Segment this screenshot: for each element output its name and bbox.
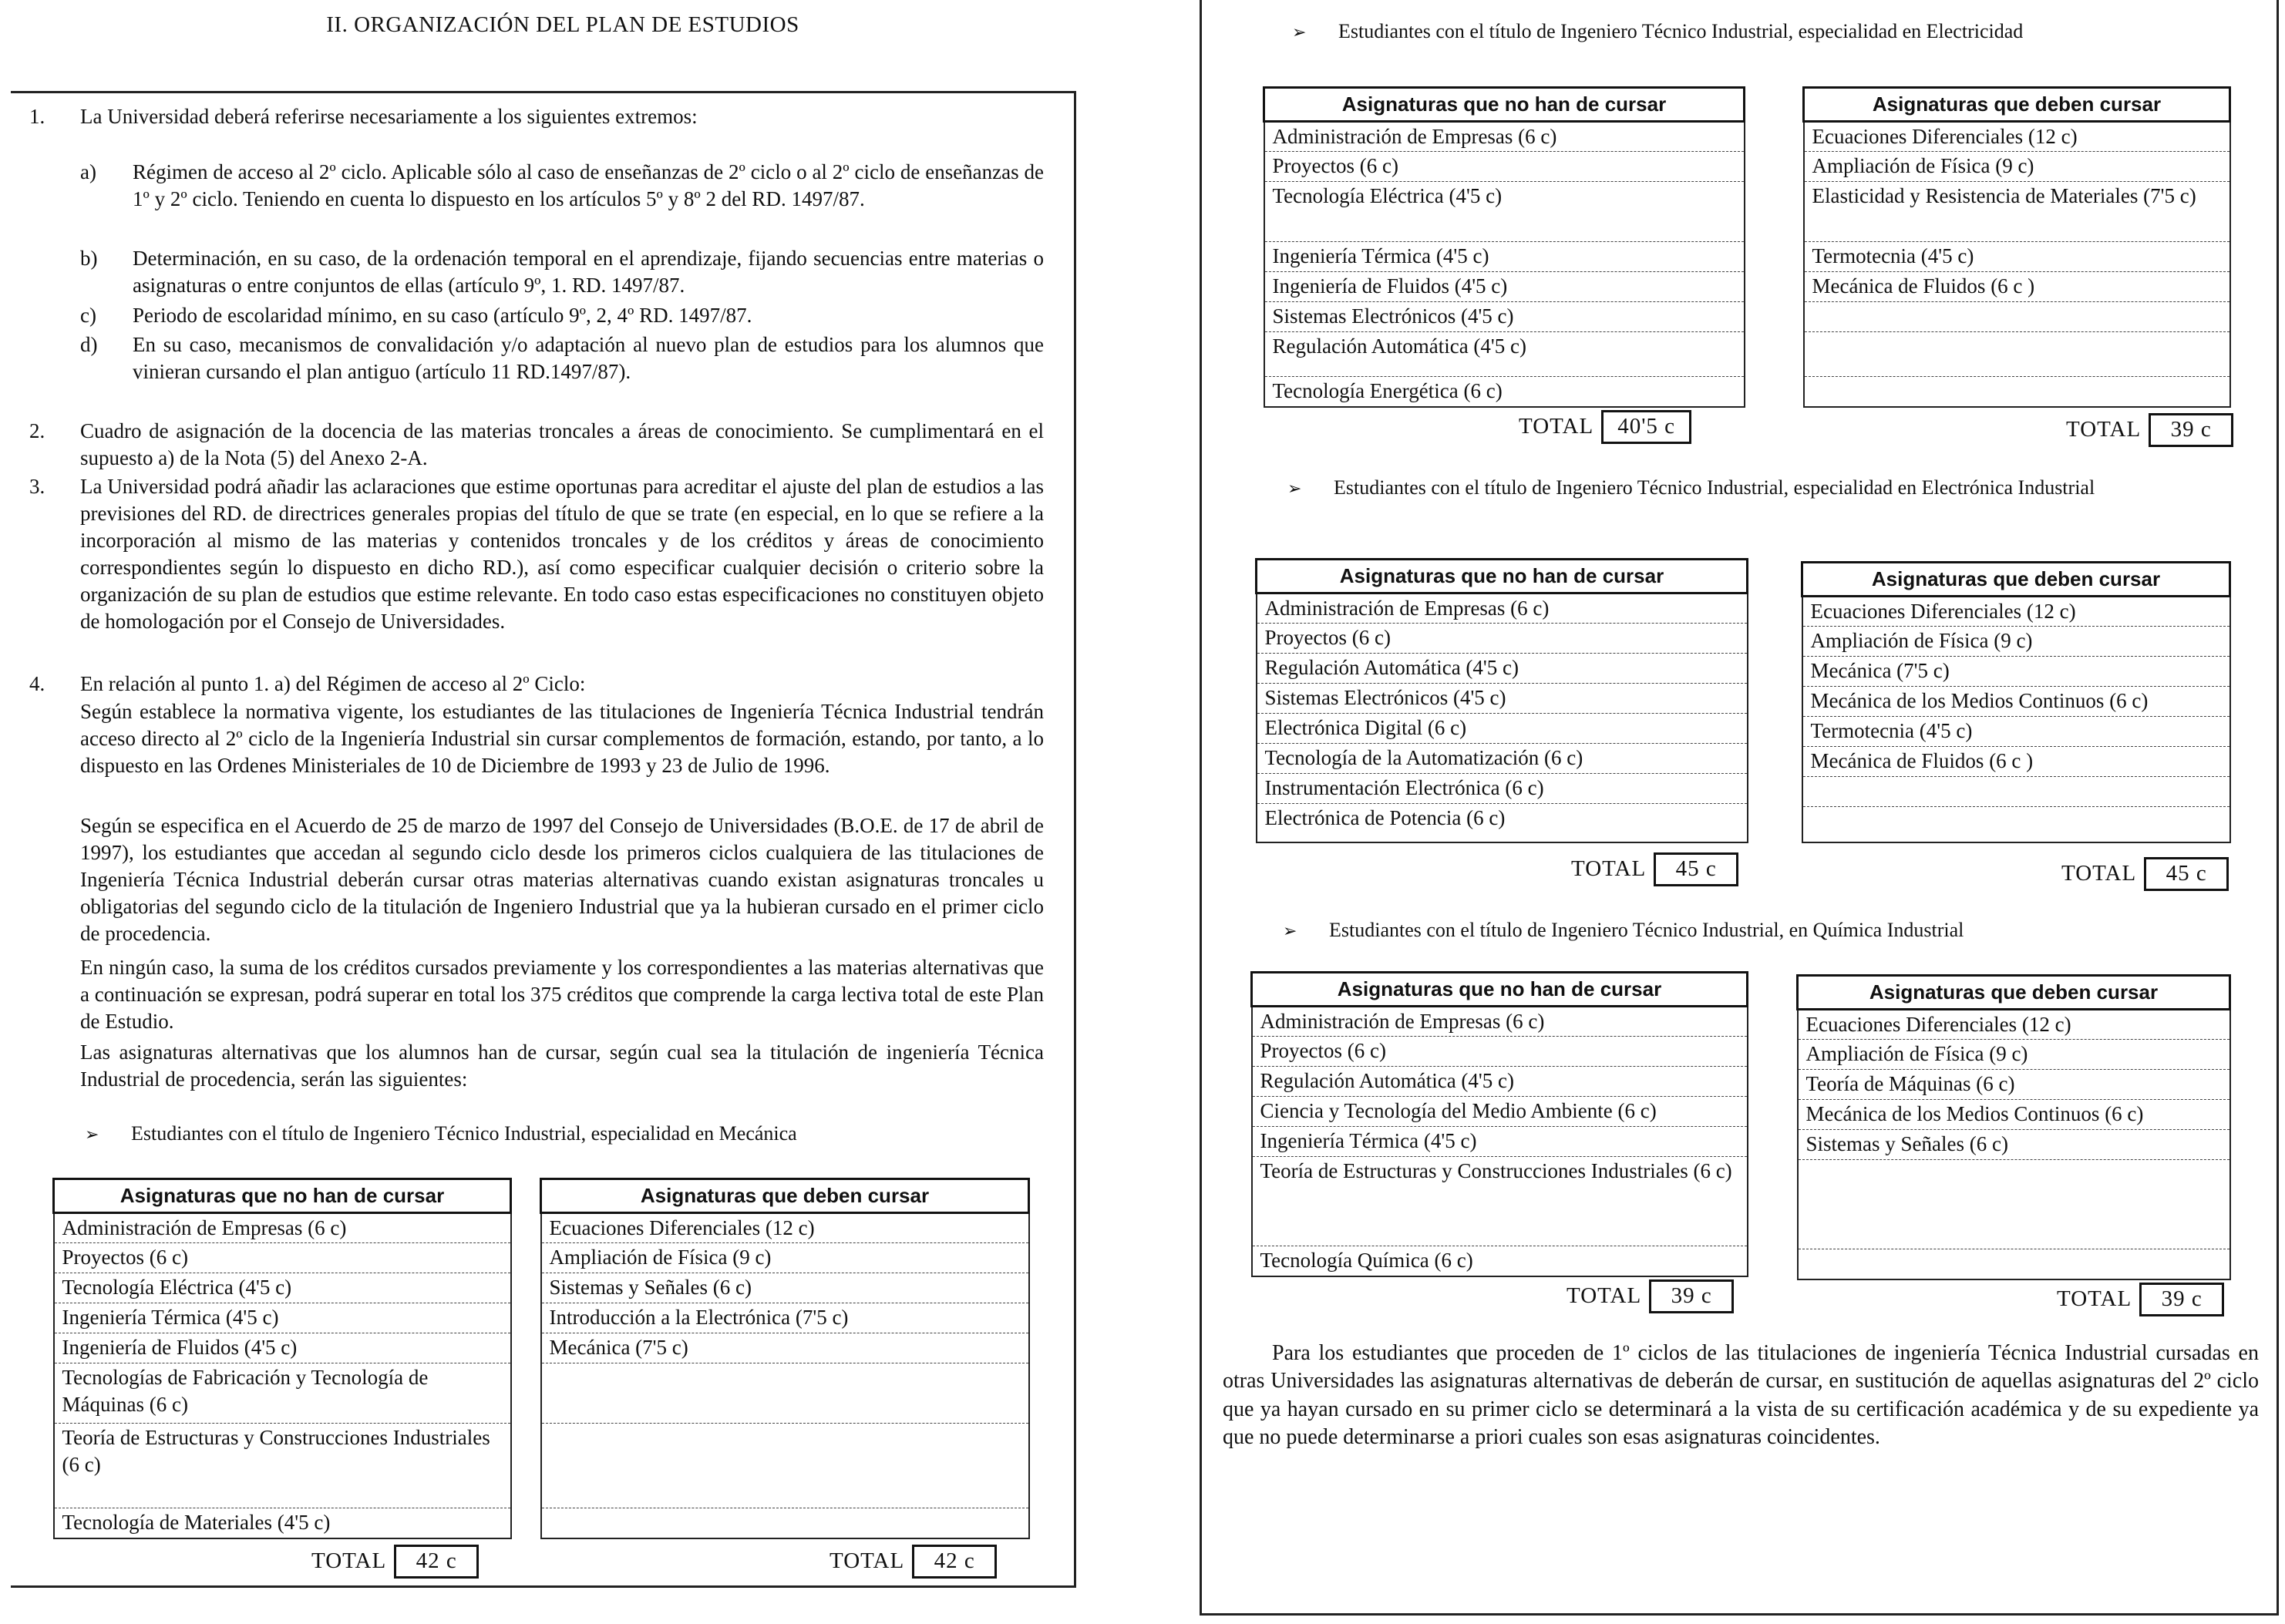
- point-2-number: 2.: [29, 419, 45, 442]
- table-cell: Mecánica (7'5 c): [541, 1333, 1029, 1363]
- table-elo-not-required: [1255, 558, 1748, 843]
- total-value: 42 c: [394, 1545, 479, 1579]
- table-cell: Sistemas Electrónicos (4'5 c): [1264, 302, 1745, 332]
- table-cell: Tecnología Eléctrica (4'5 c): [54, 1273, 511, 1303]
- table-cell: Regulación Automática (4'5 c): [1252, 1067, 1748, 1097]
- table-cell: Ampliación de Física (9 c): [1802, 627, 2230, 657]
- point-4-para-1: Según establece la normativa vigente, los estudiantes de las titulaciones de Ingeniería Técnica Industrial tendrán acceso directo al 2º ciclo de la Ingeniería Industrial sin cursar complementos de formación, estando, por tanto, a lo dispuesto en las Ordenes Ministeriales de 10 de Diciembre de 1993 y 23 de Julio de 1996.: [80, 700, 1044, 778]
- table-cell: Elasticidad y Resistencia de Materiales (7'5 c): [1804, 182, 2230, 242]
- item-a-label: a): [80, 160, 96, 183]
- total-label: TOTAL: [2057, 1286, 2132, 1311]
- table-cell: Proyectos (6 c): [1252, 1037, 1748, 1067]
- table-cell: Tecnologías de Fabricación y Tecnología de Máquinas (6 c): [54, 1363, 511, 1424]
- left-page: [0, 0, 1126, 1624]
- table-cell: Sistemas Electrónicos (4'5 c): [1257, 684, 1748, 714]
- total-ele-left: [1519, 410, 1691, 444]
- table-cell: Tecnología Energética (6 c): [1264, 377, 1745, 407]
- total-elo-right: [2061, 857, 2229, 891]
- bullet-electricidad: [1292, 18, 2023, 45]
- final-paragraph: Para los estudiantes que proceden de 1º ciclos de las titulaciones de ingeniería Técnica Industrial cursadas en otras Universidades las asignaturas alternativas de deberán de cursar, en sustitución de aquellas asignaturas del 2º ciclo que ya hayan cursado en su primer ciclo se determinará a la vista de su certificación académica y de su expediente ya que no puede determinarse a priori cuales son esas asignaturas coincidentes.: [1223, 1341, 2259, 1450]
- table-qui-required: [1796, 974, 2231, 1280]
- table-cell: Ingeniería de Fluidos (4'5 c): [54, 1333, 511, 1363]
- point-4-number: 4.: [29, 672, 45, 695]
- table-cell: Tecnología Química (6 c): [1252, 1246, 1748, 1276]
- item-d-text: En su caso, mecanismos de convalidación y/o adaptación al nuevo plan de estudios para los alumnos que vinieran cursando el plan antiguo (artículo 11 RD.1497/87).: [133, 333, 1044, 384]
- total-value: 45 c: [2144, 857, 2229, 891]
- table-cell: Electrónica Digital (6 c): [1257, 714, 1748, 744]
- point-4-heading: En relación al punto 1. a) del Régimen de acceso al 2º Ciclo:: [80, 672, 586, 695]
- table-cell: Regulación Automática (4'5 c): [1257, 654, 1748, 684]
- table-cell: Mecánica de los Medios Continuos (6 c): [1802, 687, 2230, 717]
- table-header: Asignaturas que no han de cursar: [1252, 973, 1748, 1007]
- table-cell: [1804, 332, 2230, 377]
- table-cell: [541, 1363, 1029, 1424]
- table-cell: Administración de Empresas (6 c): [1252, 1007, 1748, 1037]
- table-header: Asignaturas que deben cursar: [541, 1179, 1029, 1213]
- point-1-text: La Universidad deberá referirse necesariamente a los siguientes extremos:: [80, 105, 698, 128]
- table-cell: Teoría de Estructuras y Construcciones Industriales (6 c): [1252, 1157, 1748, 1246]
- table-header: Asignaturas que deben cursar: [1804, 88, 2230, 122]
- bullet-electronica-text: Estudiantes con el título de Ingeniero Técnico Industrial, especialidad en Electrónica Industrial: [1334, 476, 2095, 499]
- point-4-para-3: En ningún caso, la suma de los créditos cursados previamente y los correspondientes a las materias alternativas que a continuación se expresan, podrá superar en total los 375 créditos que comprende la carga lectiva total de este Plan de Estudio.: [80, 956, 1044, 1034]
- table-header: Asignaturas que deben cursar: [1802, 563, 2230, 597]
- table-cell: [1798, 1160, 2230, 1249]
- table-cell: Ingeniería Térmica (4'5 c): [1264, 242, 1745, 272]
- item-d-label: d): [80, 333, 98, 356]
- table-cell: Sistemas y Señales (6 c): [541, 1273, 1029, 1303]
- table-cell: Administración de Empresas (6 c): [54, 1213, 511, 1243]
- table-cell: Regulación Automática (4'5 c): [1264, 332, 1745, 377]
- total-value: 39 c: [1649, 1279, 1734, 1313]
- total-value: 45 c: [1654, 852, 1738, 886]
- table-cell: Ecuaciones Diferenciales (12 c): [541, 1213, 1029, 1243]
- bullet-electricidad-text: Estudiantes con el título de Ingeniero Técnico Industrial, especialidad en Electricidad: [1338, 20, 2024, 42]
- table-cell: Administración de Empresas (6 c): [1257, 593, 1748, 624]
- bullet-electronica: [1287, 475, 2213, 501]
- table-cell: Termotecnia (4'5 c): [1804, 242, 2230, 272]
- total-label: TOTAL: [311, 1548, 387, 1573]
- table-cell: Ingeniería Térmica (4'5 c): [54, 1303, 511, 1333]
- table-cell: Mecánica de Fluidos (6 c ): [1802, 747, 2230, 777]
- table-cell: Tecnología de la Automatización (6 c): [1257, 744, 1748, 774]
- arrow-icon: ➢: [1287, 479, 1302, 499]
- total-ele-right: [2066, 413, 2233, 447]
- table-cell: [1802, 777, 2230, 807]
- section-title: II. ORGANIZACIÓN DEL PLAN DE ESTUDIOS: [326, 12, 799, 37]
- table-cell: Teoría de Estructuras y Construcciones Industriales (6 c): [54, 1424, 511, 1508]
- table-cell: Mecánica de Fluidos (6 c ): [1804, 272, 2230, 302]
- point-1-number: 1.: [29, 105, 45, 128]
- table-cell: Ampliación de Física (9 c): [1804, 152, 2230, 182]
- table-cell: Ingeniería de Fluidos (4'5 c): [1264, 272, 1745, 302]
- total-label: TOTAL: [2066, 417, 2142, 442]
- total-qui-right: [2057, 1283, 2224, 1316]
- arrow-icon: ➢: [1292, 23, 1307, 42]
- table-cell: Mecánica de los Medios Continuos (6 c): [1798, 1100, 2230, 1130]
- item-c-label: c): [80, 304, 96, 327]
- table-cell: Introducción a la Electrónica (7'5 c): [541, 1303, 1029, 1333]
- point-4-para-2: Según se especifica en el Acuerdo de 25 de marzo de 1997 del Consejo de Universidades (B.O.E. de 17 de abril de 1997), los estudiantes que accedan al segundo ciclo desde los primeros ciclos cualquiera de las titulaciones de Ingeniería Técnica Industrial deberán cursar otras materias alternativas cuando existan asignaturas troncales u obligatorias del segundo ciclo de la titulación de Ingeniero Industrial que ya la hubieran cursado en el primer ciclo de procedencia.: [80, 814, 1044, 946]
- table-cell: [1804, 377, 2230, 407]
- total-mec-left: [311, 1545, 479, 1579]
- table-cell: Mecánica (7'5 c): [1802, 657, 2230, 687]
- item-a-text: Régimen de acceso al 2º ciclo. Aplicable sólo al caso de enseñanzas de 2º ciclo o al 2º ciclo de enseñanzas de 1º y 2º ciclo. Teniendo en cuenta lo dispuesto en los artículos 5º y 8º 2 del RD. 1497/87.: [133, 160, 1044, 211]
- total-value: 39 c: [2149, 413, 2233, 447]
- table-cell: Proyectos (6 c): [54, 1243, 511, 1273]
- table-header: Asignaturas que no han de cursar: [1264, 88, 1745, 122]
- point-2-text: Cuadro de asignación de la docencia de las materias troncales a áreas de conocimiento. Se cumplimentará en el supuesto a) de la Nota (5) del Anexo 2-A.: [80, 419, 1044, 470]
- total-value: 40'5 c: [1601, 410, 1691, 444]
- table-cell: Tecnología Eléctrica (4'5 c): [1264, 182, 1745, 242]
- table-cell: Proyectos (6 c): [1257, 624, 1748, 654]
- total-label: TOTAL: [1519, 414, 1594, 439]
- table-cell: Teoría de Máquinas (6 c): [1798, 1070, 2230, 1100]
- table-cell: Ecuaciones Diferenciales (12 c): [1798, 1010, 2230, 1040]
- table-ele-required: [1802, 86, 2231, 408]
- item-c-text: Periodo de escolaridad mínimo, en su caso (artículo 9º, 2, 4º RD. 1497/87.: [133, 304, 752, 327]
- table-cell: Electrónica de Potencia (6 c): [1257, 804, 1748, 842]
- table-elo-required: [1801, 561, 2231, 843]
- table-cell: Ecuaciones Diferenciales (12 c): [1802, 597, 2230, 627]
- table-cell: Tecnología de Materiales (4'5 c): [54, 1508, 511, 1538]
- point-4-para-4: Las asignaturas alternativas que los alumnos han de cursar, según cual sea la titulación de ingeniería Técnica Industrial de procedencia, serán las siguientes:: [80, 1041, 1044, 1091]
- table-cell: [1802, 807, 2230, 842]
- table-cell: Ampliación de Física (9 c): [541, 1243, 1029, 1273]
- bullet-mecanica-text: Estudiantes con el título de Ingeniero Técnico Industrial, especialidad en Mecánica: [131, 1122, 797, 1145]
- table-mec-required: [540, 1178, 1030, 1539]
- table-cell: [541, 1508, 1029, 1538]
- total-label: TOTAL: [2061, 861, 2137, 886]
- table-cell: Instrumentación Electrónica (6 c): [1257, 774, 1748, 804]
- point-3-number: 3.: [29, 475, 45, 498]
- table-mec-not-required: [52, 1178, 512, 1539]
- item-b-label: b): [80, 247, 98, 270]
- table-cell: Sistemas y Señales (6 c): [1798, 1130, 2230, 1160]
- table-cell: [1804, 302, 2230, 332]
- total-value: 39 c: [2139, 1283, 2224, 1316]
- table-ele-not-required: [1263, 86, 1745, 408]
- bullet-quimica: [1283, 917, 1964, 943]
- table-cell: Ampliación de Física (9 c): [1798, 1040, 2230, 1070]
- arrow-icon: ➢: [85, 1125, 99, 1145]
- total-elo-left: [1571, 852, 1738, 886]
- table-cell: [1798, 1249, 2230, 1279]
- table-cell: Administración de Empresas (6 c): [1264, 122, 1745, 152]
- total-mec-right: [830, 1545, 997, 1579]
- arrow-icon: ➢: [1283, 922, 1297, 941]
- table-cell: Ingeniería Térmica (4'5 c): [1252, 1127, 1748, 1157]
- table-header: Asignaturas que no han de cursar: [1257, 560, 1748, 593]
- table-header: Asignaturas que deben cursar: [1798, 976, 2230, 1010]
- table-header: Asignaturas que no han de cursar: [54, 1179, 511, 1213]
- table-qui-not-required: [1250, 971, 1748, 1277]
- bullet-mecanica: [85, 1121, 797, 1147]
- total-label: TOTAL: [1567, 1283, 1642, 1308]
- table-cell: Termotecnia (4'5 c): [1802, 717, 2230, 747]
- bullet-quimica-text: Estudiantes con el título de Ingeniero Técnico Industrial, en Química Industrial: [1329, 919, 1964, 941]
- table-cell: Proyectos (6 c): [1264, 152, 1745, 182]
- total-value: 42 c: [912, 1545, 997, 1579]
- table-cell: Ecuaciones Diferenciales (12 c): [1804, 122, 2230, 152]
- total-label: TOTAL: [830, 1548, 905, 1573]
- total-qui-left: [1567, 1279, 1734, 1313]
- point-3-text: La Universidad podrá añadir las aclaraciones que estime oportunas para acreditar el ajuste del plan de estudios a las previsiones del RD. de directrices generales propias del título de que se trate (en especial, en lo que se refiere a la incorporación al mismo de las materias y contenidos troncales y de los créditos y áreas de conocimiento correspondientes según lo dispuesto en dicho RD.), así como especificar cualquier decisión o criterio sobre la organización de su plan de estudios que estime relevante. En todo caso estas especificaciones no constituyen objeto de homologación por el Consejo de Universidades.: [80, 475, 1044, 634]
- total-label: TOTAL: [1571, 856, 1647, 881]
- right-page: [1200, 0, 2285, 1624]
- table-cell: [541, 1424, 1029, 1508]
- item-b-text: Determinación, en su caso, de la ordenación temporal en el aprendizaje, fijando secuencias entre materias o asignaturas o entre conjuntos de ellas (artículo 9º, 1. RD. 1497/87.: [133, 247, 1044, 298]
- table-cell: Ciencia y Tecnología del Medio Ambiente (6 c): [1252, 1097, 1748, 1127]
